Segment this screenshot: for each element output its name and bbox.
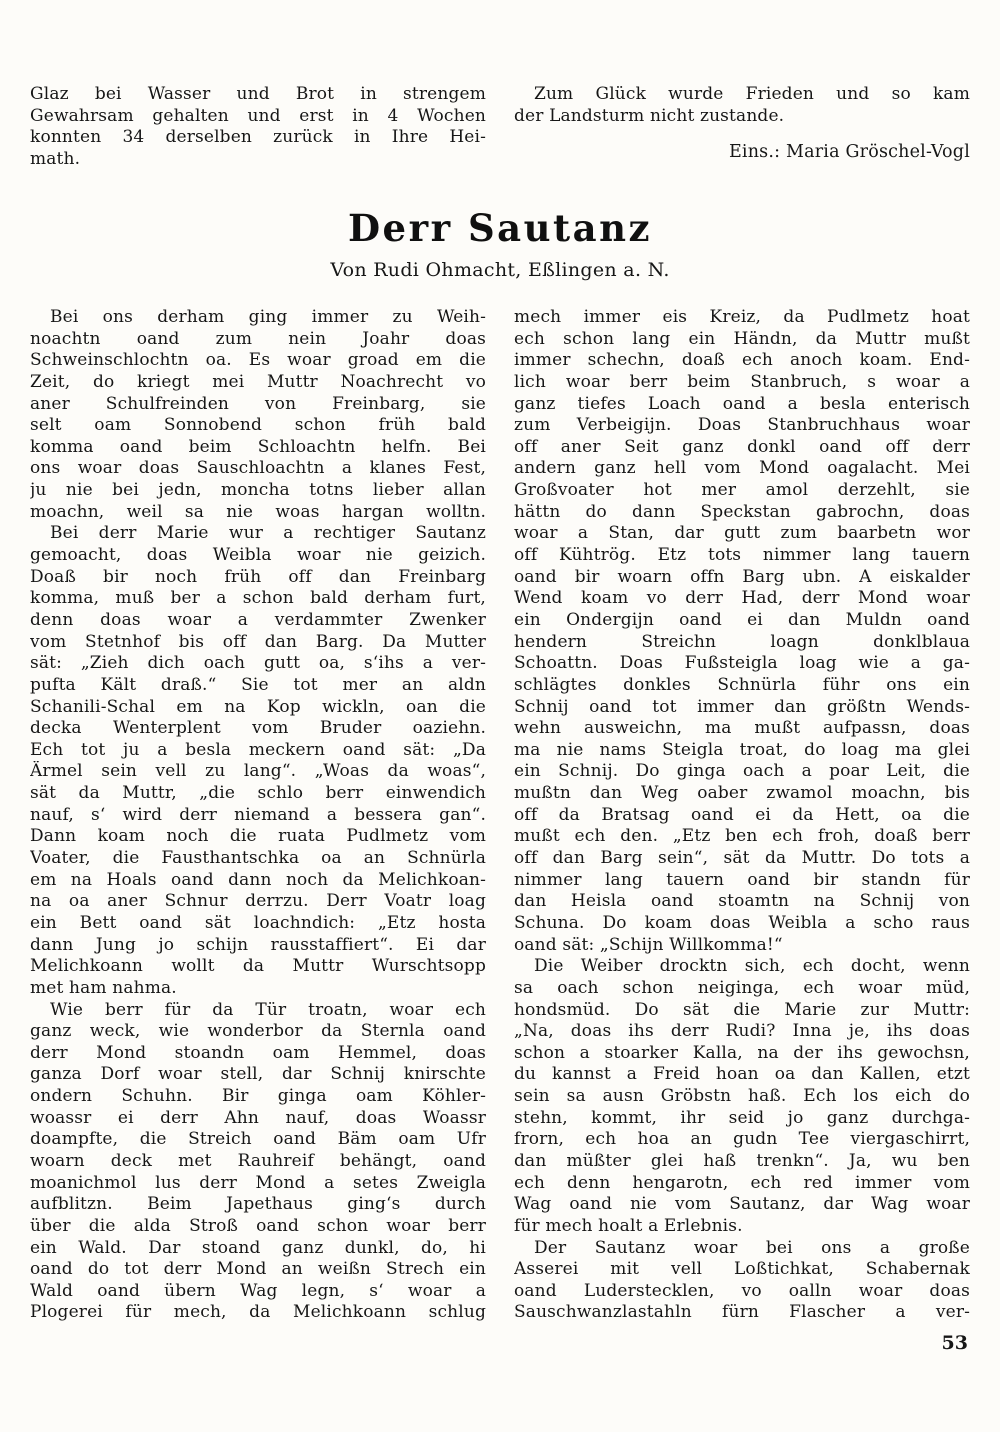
text-line: ganz tiefes Loach oand a besla enterisch [514, 393, 970, 414]
text-line: Der Sautanz woar bei ons a große [534, 1237, 970, 1258]
text-line: sa oach schon neiginga, ech woar müd, [514, 977, 970, 998]
text-line: frorn, ech hoa an gudn Tee viergaschirrt, [514, 1129, 970, 1150]
text-line: dan Heisla oand stoamtn na Schnij von [514, 891, 970, 912]
text-line: Doaß bir noch früh off dan Freinbarg [30, 566, 486, 587]
text-line: Glaz bei Wasser und Brot in strengem [30, 84, 486, 104]
text-line: oand Luderstecklen, vo oalln woar doas [514, 1280, 970, 1301]
text-line: konnten 34 derselben zurück in Ihre Hei- [30, 127, 486, 148]
text-line: Ech tot ju a besla meckern oand sät: „Da [30, 739, 486, 760]
text-line: em na Hoals oand dann noch da Melichkoan- [30, 869, 486, 890]
text-line: ganza Dorf woar stell, dar Schnij knirschte [30, 1064, 486, 1085]
text-line: ondern Schuhn. Bir ginga oam Köhler- [30, 1086, 486, 1107]
text-line: Wie berr für da Tür troatn, woar ech [50, 999, 486, 1020]
text-line: wehn ausweichn, ma mußt aufpassn, doas [514, 718, 970, 739]
text-line: komma, muß ber a schon bald derham furt, [30, 588, 486, 609]
text-line: Wald oand übern Wag legn, s‘ woar a [30, 1280, 486, 1301]
text-line: Schweinschlochtn oa. Es woar groad em die [30, 350, 486, 371]
text-line: pufta Kält draß.“ Sie tot mer an aldn [30, 674, 486, 695]
text-line: aner Schulfreinden von Freinbarg, sie [30, 393, 486, 414]
text-line: ech denn hengarotn, ech red immer vom [514, 1172, 970, 1193]
text-line: Zum Glück wurde Frieden und so kam [534, 84, 970, 104]
intro-paragraph-right [514, 84, 970, 162]
text-line: Gewahrsam gehalten und erst in 4 Wochen [30, 105, 486, 126]
text-line: moanichmol lus derr Mond a setes Zweigla [30, 1172, 486, 1193]
text-line: gemoacht, doas Weibla woar nie geizich. [30, 545, 486, 566]
text-line: ein Bett oand sät loachndich: „Etz hosta [30, 912, 486, 933]
text-line: decka Wenterplent vom Bruder oaziehn. [30, 718, 486, 739]
text-line: mußt ech den. „Etz ben ech froh, doaß berr [514, 826, 970, 847]
text-line: dann Jung jo schijn rausstaffiert“. Ei dar [30, 934, 486, 955]
text-line: Plogerei für mech, da Melichkoann schlug [30, 1302, 486, 1323]
article-byline: Von Rudi Ohmacht, Eßlingen a. N. [330, 259, 670, 281]
text-line: ein Ondergijn oand ei dan Muldn oand [514, 609, 970, 630]
text-line: Schanili-Schal em na Kop wickln, oan die [30, 696, 486, 717]
text-line: Wend koam vo derr Had, derr Mond woar [514, 588, 970, 609]
text-line: oand bir woarn offn Barg ubn. A eiskalder [514, 566, 970, 587]
text-line: Dann koam noch die ruata Pudlmetz vom [30, 826, 486, 847]
text-line: nauf, s‘ wird derr niemand a bessera gan“. [30, 804, 486, 825]
text-line: ganz weck, wie wonderbor da Sternla oand [30, 1021, 486, 1042]
text-line: Schuna. Do koam doas Weibla a scho raus [514, 912, 970, 933]
text-line: met ham nahma. [30, 977, 177, 998]
intro-right-lines [514, 84, 970, 127]
text-line: nimmer lang tauern oand bir standn für [514, 869, 970, 890]
text-line: Großvoater hot mer amol derzehlt, sie [514, 480, 970, 501]
text-line: moachn, weil sa nie woas hargan wolltn. [30, 501, 486, 522]
text-line: du kannst a Freid hoan oa dan Kallen, etzt [514, 1064, 970, 1085]
text-line: Zeit, do kriegt mei Muttr Noachrecht vo [30, 371, 486, 392]
text-line: off aner Seit ganz donkl oand off derr [514, 436, 970, 457]
text-line: hondsmüd. Do sät die Marie zur Muttr: [514, 999, 970, 1020]
text-line: sät: „Zieh dich oach gutt oa, s‘ihs a ver- [30, 653, 486, 674]
text-line: denn doas woar a verdammter Zwenker [30, 609, 486, 630]
text-line: Wag oand nie vom Sautanz, dar Wag woar [514, 1194, 970, 1215]
text-line: immer schechn, doaß ech anoch koam. End- [514, 350, 970, 371]
text-line: komma oand beim Schloachtn helfn. Bei [30, 436, 486, 457]
text-line: über die alda Stroß oand schon woar berr [30, 1215, 486, 1236]
text-line: math. [30, 148, 81, 169]
text-line: off dan Barg sein“, sät da Muttr. Do tots a [514, 848, 970, 869]
text-line: Schnij oand tot immer dan größtn Wends- [514, 696, 970, 717]
text-line: oand sät: „Schijn Willkomma!“ [514, 934, 783, 955]
text-line: noachtn oand zum nein Joahr doas [30, 328, 486, 349]
text-line: ein Schnij. Do ginga oach a poar Leit, die [514, 761, 970, 782]
text-line: derr Mond stoandn oam Hemmel, doas [30, 1042, 486, 1063]
text-line: Ärmel sein vell zu lang“. „Woas da woas“, [30, 761, 486, 782]
text-line: sein sa ausn Gröbstn haß. Ech los eich do [514, 1086, 970, 1107]
text-line: Schoattn. Doas Fußsteigla loag wie a ga- [514, 653, 970, 674]
text-line: woar a Stan, dar gutt zum baarbetn wor [514, 523, 970, 544]
text-line: vom Stetnhof bis off dan Barg. Da Mutter [30, 631, 486, 652]
text-line: off da Bratsag oand ei da Hett, oa die [514, 804, 970, 825]
text-line: zum Verbeigijn. Doas Stanbruchhaus woar [514, 415, 970, 436]
text-line: woarn deck met Rauhreif behängt, oand [30, 1150, 486, 1171]
text-line: stehn, kommt, ihr seid jo ganz durchga- [514, 1107, 970, 1128]
text-line: ma nie nams Steigla troat, do loag ma glei [514, 739, 970, 760]
text-line: selt oam Sonnobend schon früh bald [30, 415, 486, 436]
text-line: mußtn dan Weg oaber zwamol moachn, bis [514, 783, 970, 804]
text-line: der Landsturm nicht zustande. [514, 105, 785, 126]
text-line: lich woar berr beim Stanbruch, s woar a [514, 371, 970, 392]
article-column-left [30, 307, 486, 1324]
text-line: aufblitzn. Beim Japethaus ging‘s durch [30, 1194, 486, 1215]
text-line: off Kühtrög. Etz tots nimmer lang tauern [514, 545, 970, 566]
text-line: hendern Streichn loagn donklblaua [514, 631, 970, 652]
text-line: mech immer eis Kreiz, da Pudlmetz hoat [514, 307, 970, 327]
text-line: ons woar doas Sauschloachtn a klanes Fest, [30, 458, 486, 479]
text-line: ein Wald. Dar stoand ganz dunkl, do, hi [30, 1237, 486, 1258]
text-line: Die Weiber drocktn sich, ech docht, wenn [534, 956, 970, 977]
text-line: ech schon lang ein Händn, da Muttr mußt [514, 328, 970, 349]
text-line: dan müßter glei haß trenkn“. Ja, wu ben [514, 1150, 970, 1171]
text-line: für mech hoalt a Erlebnis. [514, 1215, 743, 1236]
contributor-signature: Eins.: Maria Gröschel-Vogl [728, 142, 970, 163]
text-line: Bei derr Marie wur a rechtiger Sautanz [50, 523, 486, 544]
text-line: doampfte, die Streich oand Bäm oam Ufr [30, 1129, 486, 1150]
text-line: ju nie bei jedn, moncha totns lieber allan [30, 480, 486, 501]
text-line: schlägtes donkles Schnürla führ ons ein [514, 674, 970, 695]
text-line: hättn do dann Speckstan gabrochn, doas [514, 501, 970, 522]
text-line: Voater, die Fausthantschka oa an Schnürla [30, 848, 486, 869]
text-line: Asserei mit vell Loßtichkat, Schabernak [514, 1259, 970, 1280]
text-line: Melichkoann wollt da Muttr Wurschtsopp [30, 956, 486, 977]
text-line: na oa aner Schnur derrzu. Derr Voatr loag [30, 891, 486, 912]
text-line: oand do tot derr Mond an weißn Strech ein [30, 1259, 486, 1280]
text-line: sät da Muttr, „die schlo berr einwendich [30, 783, 486, 804]
article-title: Derr Sautanz [347, 206, 653, 250]
text-line: schon a stoarker Kalla, na der ihs gewochsn, [514, 1042, 970, 1063]
text-line: „Na, doas ihs derr Rudi? Inna je, ihs doas [514, 1021, 970, 1042]
text-line: andern ganz hell vom Mond oagalacht. Mei [514, 458, 970, 479]
intro-paragraph-left [30, 84, 486, 171]
text-line: Sauschwanzlastahln fürn Flascher a ver- [514, 1302, 970, 1323]
article-column-right [514, 307, 970, 1324]
text-line: Bei ons derham ging immer zu Weih- [50, 307, 486, 327]
text-line: woassr ei derr Ahn nauf, doas Woassr [30, 1107, 486, 1128]
page-number: 53 [941, 1332, 968, 1354]
